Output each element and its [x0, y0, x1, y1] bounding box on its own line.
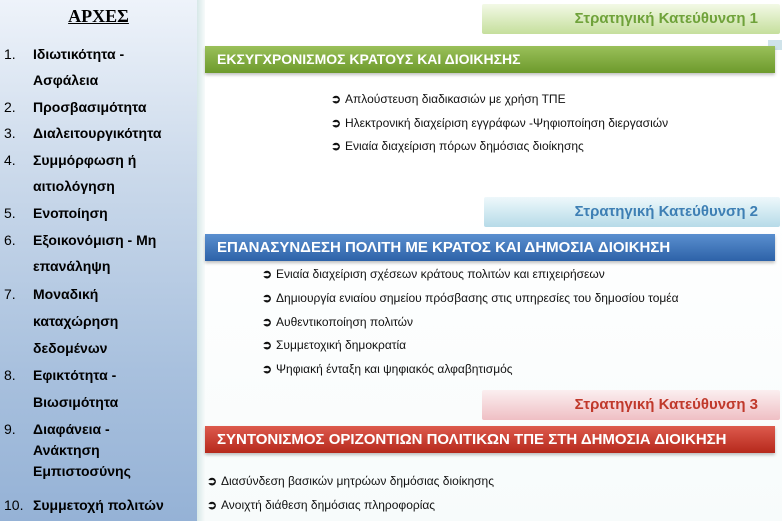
bullet-text: Ενιαία διαχείριση πόρων δημόσιας διοίκησης: [345, 139, 584, 153]
principle-label: Προσβασιμότητα: [33, 99, 147, 115]
bullet-text: Ψηφιακή ένταξη και ψηφιακός αλφαβητισμός: [276, 362, 513, 376]
direction-header-3: ΣΥΝΤΟΝΙΣΜΟΣ ΟΡΙΖΟΝΤΙΩΝ ΠΟΛΙΤΙΚΩΝ ΤΠΕ ΣΤΗ ΔΗΜΟΣΙΑ ΔΙΟΙΚΗΣΗ: [205, 426, 775, 453]
arrow-right-circle-icon: ➲: [331, 116, 342, 130]
principle-label: καταχώρηση: [33, 313, 119, 329]
direction-banner-2: Στρατηγική Κατεύθυνση 2: [484, 197, 780, 227]
bullet-item: [262, 361, 513, 377]
arrow-right-circle-icon: ➲: [262, 267, 273, 281]
bullet-text: Συμμετοχική δημοκρατία: [276, 338, 407, 352]
principle-item: [0, 227, 197, 279]
principle-number: 9.: [4, 421, 16, 437]
bullet-text: Δημιουργία ενιαίου σημείου πρόσβασης στις υπηρεσίες του δημοσίου τομέα: [276, 291, 679, 305]
principle-item: [0, 416, 197, 494]
direction-header-1: ΕΚΣΥΓΧΡΟΝΙΣΜΟΣ ΚΡΑΤΟΥΣ ΚΑΙ ΔΙΟΙΚΗΣΗΣ: [205, 46, 775, 73]
principle-label: δεδομένων: [33, 340, 108, 356]
bullet-item: [262, 337, 406, 353]
principle-label: Εφικτότητα -: [33, 367, 117, 383]
principle-number: 4.: [4, 152, 16, 168]
arrow-right-circle-icon: ➲: [207, 474, 218, 488]
bullet-item: [262, 290, 679, 306]
principle-label: Διαφάνεια -: [33, 421, 110, 437]
bullet-text: Ανοιχτή διάθεση δημόσιας πληροφορίας: [221, 498, 436, 512]
bullet-text: Αυθεντικοποίηση πολιτών: [276, 315, 414, 329]
bullet-text: Διασύνδεση βασικών μητρώων δημόσιας διοίκησης: [221, 474, 495, 488]
principle-item: [0, 41, 197, 93]
arrow-right-circle-icon: ➲: [262, 362, 273, 376]
principle-number: 2.: [4, 99, 16, 115]
bullet-item: [207, 497, 435, 513]
arrow-right-circle-icon: ➲: [262, 291, 273, 305]
direction-header-2: ΕΠΑΝΑΣΥΝΔΕΣΗ ΠΟΛΙΤΗ ΜΕ ΚΡΑΤΟΣ ΚΑΙ ΔΗΜΟΣΙΑ ΔΙΟΙΚΗΣΗ: [205, 234, 775, 261]
principle-number: 10.: [4, 497, 24, 513]
principles-sidebar: [0, 0, 197, 521]
principle-number: 1.: [4, 46, 16, 62]
principle-number: 6.: [4, 232, 16, 248]
principle-number: 5.: [4, 205, 16, 221]
bullet-item: [331, 115, 668, 131]
principle-number: 7.: [4, 286, 16, 302]
principle-item: [0, 94, 197, 120]
principle-number: 8.: [4, 367, 16, 383]
principle-label: Συμμετοχή πολιτών: [33, 497, 164, 513]
principle-item: [0, 362, 197, 414]
principle-number: 3.: [4, 125, 16, 141]
principle-item: [0, 281, 197, 359]
principle-label: Μοναδική: [33, 286, 99, 302]
principle-label: Βιωσιμότητα: [33, 394, 119, 410]
principle-item: [0, 147, 197, 199]
principle-item: [0, 200, 197, 226]
principle-label: επανάληψη: [33, 258, 111, 274]
principle-label: Ανάκτηση: [33, 442, 100, 458]
direction-banner-1: Στρατηγική Κατεύθυνση 1: [482, 4, 780, 34]
arrow-right-circle-icon: ➲: [331, 92, 342, 106]
principle-label: Ιδιωτικότητα -: [33, 46, 125, 62]
bullet-text: Ενιαία διαχείριση σχέσεων κράτους πολιτών και επιχειρήσεων: [276, 267, 605, 281]
arrow-right-circle-icon: ➲: [262, 315, 273, 329]
principle-label: Συμμόρφωση ή: [33, 152, 137, 168]
bullet-item: [207, 473, 494, 489]
direction-banner-3: Στρατηγική Κατεύθυνση 3: [482, 390, 780, 420]
sidebar-title: ΑΡΧΕΣ: [68, 6, 129, 26]
bullet-item: [262, 314, 413, 330]
principle-label: Εμπιστοσύνης: [33, 463, 131, 479]
principle-label: Εξοικονόμιση - Μη: [33, 232, 157, 248]
principle-label: Ενοποίηση: [33, 205, 108, 221]
principle-label: αιτιολόγηση: [33, 178, 115, 194]
bullet-text: Απλούστευση διαδικασιών με χρήση ΤΠΕ: [345, 92, 566, 106]
arrow-right-circle-icon: ➲: [331, 139, 342, 153]
arrow-right-circle-icon: ➲: [207, 498, 218, 512]
bullet-item: [331, 91, 566, 107]
bullet-text: Ηλεκτρονική διαχείριση εγγράφων -Ψηφιοποίηση διεργασιών: [345, 116, 669, 130]
principle-label: Διαλειτουργικότητα: [33, 125, 162, 141]
principle-item: [0, 120, 197, 146]
principle-label: Ασφάλεια: [33, 72, 99, 88]
bullet-item: [262, 266, 605, 282]
bullet-item: [331, 138, 584, 154]
arrow-right-circle-icon: ➲: [262, 338, 273, 352]
principle-item: [0, 492, 197, 518]
